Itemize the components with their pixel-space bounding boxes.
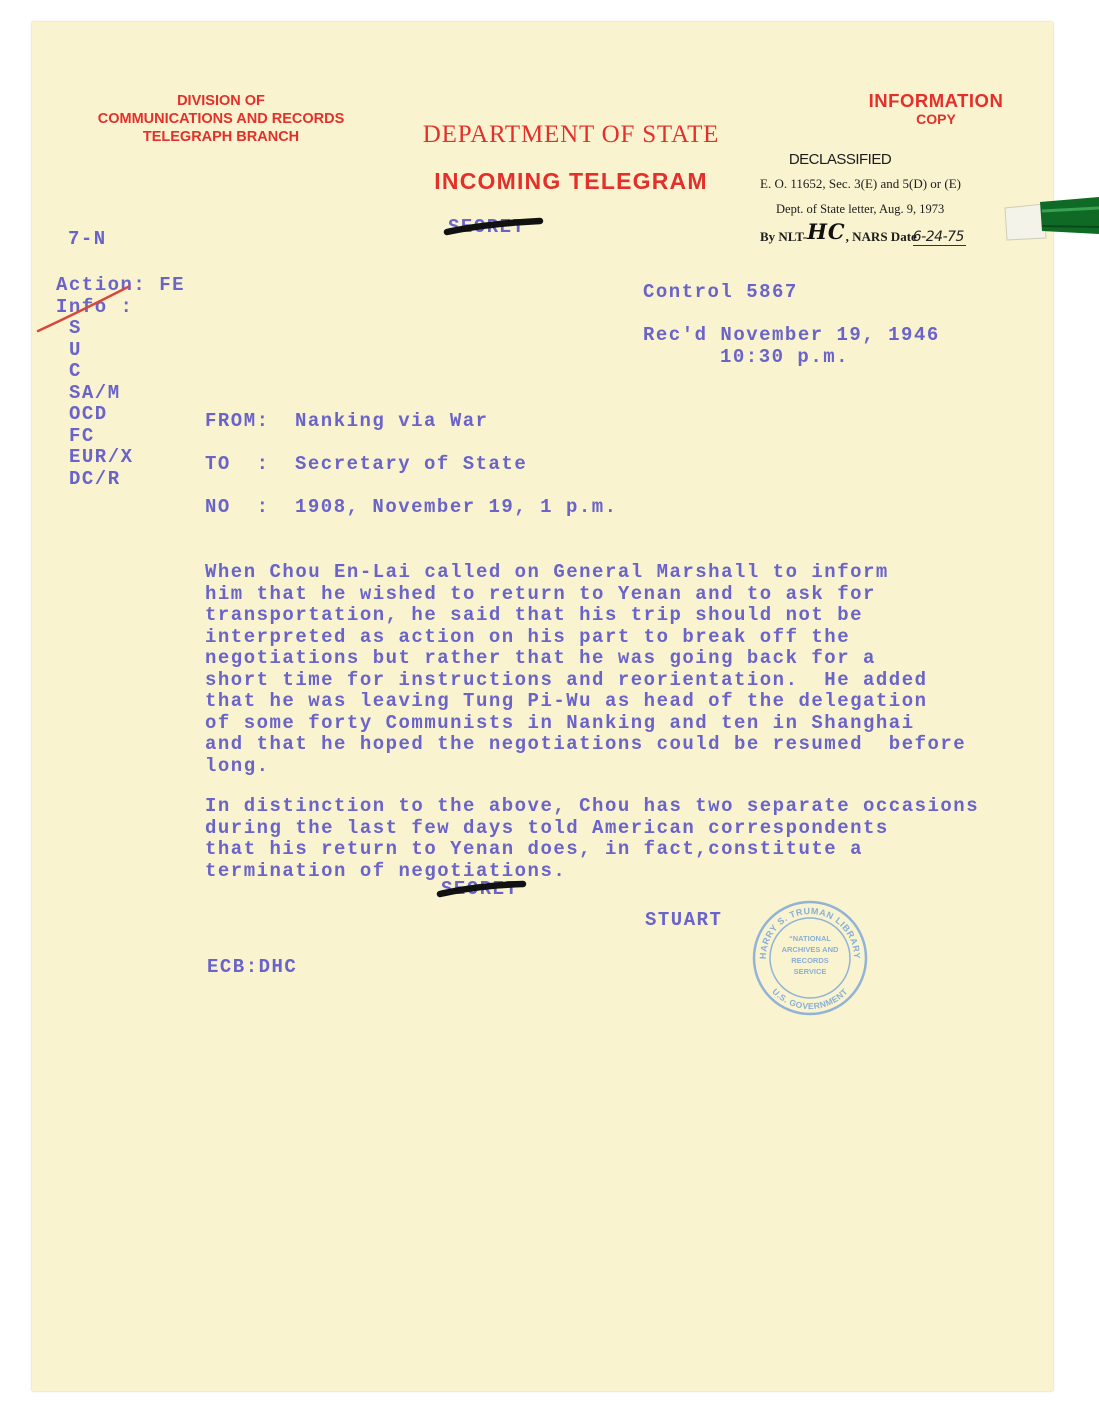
body-line: interpreted as action on his part to break off the: [205, 625, 851, 648]
handwritten-nars-date: 6-24-75: [912, 229, 964, 245]
body-line: and that he hoped the negotiations could be resumed before: [205, 733, 967, 755]
declassified-authority: E. O. 11652, Sec. 3(E) and 5(D) or (E): [760, 176, 961, 191]
marker-strike-top: [440, 210, 550, 240]
body-line: him that he wished to return to Yenan and to ask for: [205, 582, 876, 605]
body-line: during the last few days told American correspondents: [205, 816, 889, 839]
distribution-item: FC: [69, 424, 95, 447]
body-line: When Chou En-Lai called on General Marshall to inform: [205, 561, 889, 583]
declassified-by-line: [760, 219, 966, 249]
body-paragraph-1: [205, 562, 966, 777]
routing-info: Info :: [56, 295, 134, 318]
number-label: NO :: [205, 496, 270, 518]
distribution-item: C: [69, 360, 82, 382]
body-line: transportation, he said that his trip should not be: [205, 604, 863, 626]
from-value: Nanking via War: [295, 410, 489, 432]
ribbon-tag: [1000, 194, 1099, 244]
ribbon-shadow: [1042, 226, 1099, 227]
distribution-item: SA/M: [69, 381, 121, 404]
signature: STUART: [645, 909, 723, 931]
body-paragraph-2: [205, 796, 979, 882]
ribbon-white-tag: [1005, 204, 1046, 240]
marker-strike-bottom: [432, 874, 532, 902]
division-line-2: COMMUNICATIONS AND RECORDS: [97, 111, 345, 127]
stamp-center-line: RECORDS: [791, 956, 829, 965]
body-line: termination of negotiations.: [205, 859, 567, 882]
division-line-1: DIVISION OF: [177, 93, 265, 109]
distribution-item: DC/R: [69, 467, 121, 490]
department-title: DEPARTMENT OF STATE: [422, 121, 720, 148]
truman-library-stamp: [750, 898, 870, 1018]
received-time: 10:30 p.m.: [720, 346, 850, 368]
division-heading: [80, 92, 362, 146]
classification-top: SECRET: [448, 216, 526, 238]
division-line-3: TELEGRAPH BRANCH: [142, 129, 300, 145]
red-strike-info: [30, 278, 140, 338]
body-line: that he was leaving Tung Pi-Wu as head of the delegation: [205, 690, 928, 712]
to-value: Secretary of State: [295, 453, 528, 475]
routing-action: Action: FE: [56, 274, 186, 296]
distribution-item: U: [69, 338, 82, 361]
stamp-ring-top-text: HARRY S. TRUMAN LIBRARY: [757, 905, 863, 960]
telegram-type-title: INCOMING TELEGRAM: [434, 168, 708, 194]
body-line: short time for instructions and reorientation. He added: [205, 668, 928, 691]
distribution-item: OCD: [69, 403, 108, 425]
nars-date-label: , NARS Date: [845, 229, 917, 244]
copy-label: COPY: [916, 111, 956, 127]
ribbon-green-band: [1040, 197, 1099, 234]
body-line: In distinction to the above, Chou has two separate occasions: [205, 795, 980, 817]
routing-code: 7-N: [68, 228, 107, 250]
from-label: FROM:: [205, 410, 270, 432]
handwritten-initials: HC: [807, 219, 846, 244]
control-number: Control 5867: [643, 281, 798, 303]
stamp-center-line: “NATIONAL: [789, 934, 831, 943]
body-line: that his return to Yenan does, in fact,constitute a: [205, 838, 863, 860]
body-line: negotiations but rather that he was going back for a: [205, 647, 876, 669]
distribution-item: EUR/X: [69, 446, 134, 468]
body-line: long.: [205, 754, 270, 777]
information-label: INFORMATION: [868, 90, 1004, 111]
to-label: TO :: [205, 453, 270, 475]
declassified-letter: Dept. of State letter, Aug. 9, 1973: [776, 202, 945, 216]
declassified-title: DECLASSIFIED: [788, 151, 892, 168]
distribution-item: S: [69, 317, 82, 339]
by-nlt-label: By NLT-: [760, 229, 808, 244]
stamp-center-line: ARCHIVES AND: [781, 945, 839, 954]
stamp-ring-bottom-text: U.S. GOVERNMENT: [770, 986, 850, 1012]
number-value: 1908, November 19, 1 p.m.: [295, 496, 618, 518]
received-date: Rec'd November 19, 1946: [643, 324, 940, 346]
classification-bottom: SECRET: [441, 878, 519, 900]
body-line: of some forty Communists in Nanking and ten in Shanghai: [205, 711, 915, 734]
reference-initials: ECB:DHC: [207, 956, 298, 978]
stamp-center-line: SERVICE: [793, 967, 827, 976]
